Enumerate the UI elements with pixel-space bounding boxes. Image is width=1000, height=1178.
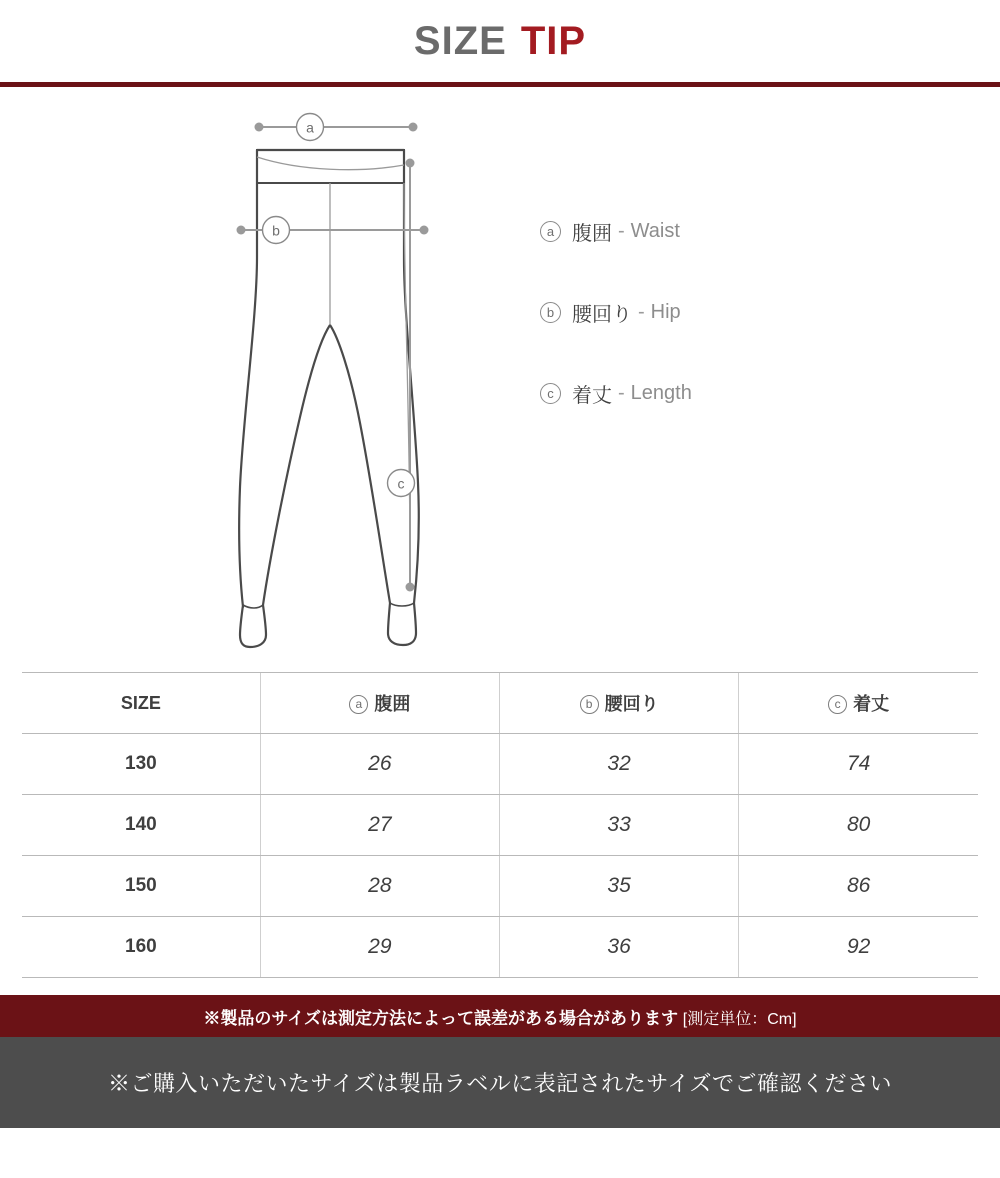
- legend-label-en-length: Length: [630, 382, 692, 404]
- cell-length: 74: [739, 734, 978, 795]
- table-header-size-label: SIZE: [120, 692, 161, 713]
- measurement-note: [203, 1004, 796, 1029]
- table-header-waist: [260, 673, 499, 734]
- page-title-size: SIZE: [413, 18, 507, 63]
- legend-badge-b: b: [540, 302, 561, 323]
- legend-item-waist: [540, 217, 900, 246]
- cell-size: 140: [22, 795, 260, 856]
- pants-illustration: [0, 87, 540, 672]
- cell-waist: 27: [260, 795, 499, 856]
- cell-hip: 33: [499, 795, 738, 856]
- table-header-length: [739, 673, 978, 734]
- svg-text:b: b: [272, 222, 280, 239]
- measurement-note-unit: [測定単位：Cm]: [682, 1010, 797, 1028]
- svg-text:a: a: [306, 119, 314, 136]
- measurement-diagram: [0, 87, 1000, 672]
- cell-hip: 35: [499, 856, 738, 917]
- table-header-length-label: 着丈: [853, 694, 890, 714]
- table-header-badge-a: a: [349, 695, 368, 714]
- legend-dash-hip: -: [638, 301, 645, 323]
- cell-hip: 36: [499, 917, 738, 978]
- legend-dash-length: -: [618, 382, 625, 404]
- table-header-badge-b: b: [580, 695, 599, 714]
- table-row: [22, 856, 978, 917]
- table-row: [22, 917, 978, 978]
- table-header-size: [22, 673, 260, 734]
- table-row: [22, 795, 978, 856]
- cell-waist: 29: [260, 917, 499, 978]
- cell-size: 160: [22, 917, 260, 978]
- measurement-note-bar: [0, 995, 1000, 1037]
- cell-hip: 32: [499, 734, 738, 795]
- legend-label-en-waist: Waist: [630, 220, 680, 242]
- measurement-note-text: ※製品のサイズは測定方法によって誤差がある場合があります: [203, 1008, 679, 1028]
- page-title: [414, 19, 586, 64]
- page-title-tip: TIP: [520, 18, 587, 63]
- cell-length: 92: [739, 917, 978, 978]
- legend-item-hip: [540, 298, 900, 327]
- table-header-row: [22, 673, 978, 734]
- cell-size: 150: [22, 856, 260, 917]
- cell-size: 130: [22, 734, 260, 795]
- legend: [540, 217, 900, 460]
- purchase-note-bar: [0, 1037, 1000, 1128]
- legend-label-jp-waist: 腹囲: [572, 223, 612, 245]
- table-header-badge-c: c: [828, 695, 847, 714]
- legend-badge-a: a: [540, 221, 561, 242]
- table-header-hip: [499, 673, 738, 734]
- legend-label-jp-hip: 腰回り: [572, 304, 632, 326]
- legend-badge-c: c: [540, 383, 561, 404]
- cell-waist: 28: [260, 856, 499, 917]
- svg-text:c: c: [397, 475, 405, 492]
- legend-label-en-hip: Hip: [650, 301, 681, 323]
- cell-length: 80: [739, 795, 978, 856]
- page-header: [0, 0, 1000, 82]
- purchase-note-text: ※ご購入いただいたサイズは製品ラベルに表記されたサイズでご確認ください: [108, 1071, 892, 1096]
- legend-label-jp-length: 着丈: [572, 385, 612, 407]
- size-table: [22, 672, 978, 978]
- cell-length: 86: [739, 856, 978, 917]
- legend-item-length: [540, 379, 900, 408]
- table-header-hip-label: 腰回り: [604, 694, 659, 714]
- cell-waist: 26: [260, 734, 499, 795]
- table-row: [22, 734, 978, 795]
- table-header-waist-label: 腹囲: [374, 694, 411, 714]
- size-table-container: [0, 672, 1000, 978]
- legend-dash-waist: -: [618, 220, 625, 242]
